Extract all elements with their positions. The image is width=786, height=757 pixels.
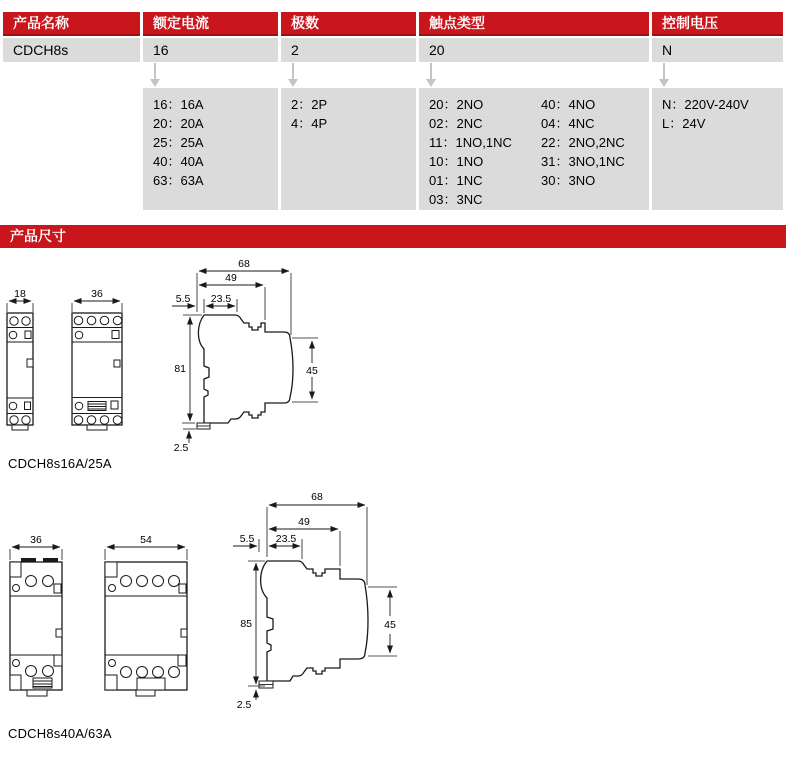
front-view-54mm [105, 534, 187, 696]
option-item: 63：63A [153, 173, 204, 188]
option-item: 02：2NC [429, 116, 483, 131]
dim-width-18: 18 [14, 288, 26, 300]
dim-width-36: 36 [91, 288, 103, 300]
options-contact-type [419, 88, 649, 210]
option-item: 30：3NO [541, 173, 596, 188]
section-header-product-dimensions [0, 225, 786, 248]
side-profile [261, 561, 368, 681]
options-poles [281, 88, 416, 210]
dim-offset-23-5: 23.5 [275, 533, 297, 545]
dim-foot-2-5: 2.5 [173, 442, 189, 454]
dim-depth-68: 68 [311, 491, 323, 503]
option-item: 03：3NC [429, 192, 483, 207]
header-contact-type: 触点类型 [419, 12, 649, 36]
din-tab [12, 425, 28, 430]
section-title: 产品尺寸 [10, 228, 66, 244]
option-item: 10：1NO [429, 154, 484, 169]
option-item: 16：16A [153, 97, 204, 112]
options-rated-current [143, 88, 278, 210]
dim-width-36: 36 [30, 534, 42, 546]
dim-offset-5-5: 5.5 [239, 533, 255, 545]
header-product-name: 产品名称 [3, 12, 140, 36]
front-view-2pole [7, 288, 33, 430]
option-item: 2：2P [291, 97, 328, 112]
option-item: 22：2NO,2NC [541, 135, 625, 150]
option-item: 11：1NO,1NC [429, 135, 512, 150]
dim-mid-45: 45 [384, 619, 396, 631]
option-item: 20：2NO [429, 97, 484, 112]
side-view [172, 258, 318, 454]
dim-depth-49: 49 [298, 516, 310, 528]
value-control-voltage: N [652, 38, 783, 62]
arrow-zone [281, 62, 416, 88]
option-item: 04：4NC [541, 116, 595, 131]
din-tab [27, 690, 47, 696]
options-control-voltage [652, 88, 783, 210]
dimension-drawing-16a-25a [0, 253, 400, 455]
option-item: 01：1NC [429, 173, 483, 188]
header-control-voltage: 控制电压 [652, 12, 783, 36]
din-tab [136, 690, 155, 696]
option-item: 4：4P [291, 116, 328, 131]
option-item: N：220V-240V [662, 97, 749, 112]
column-contact-type [419, 12, 649, 210]
drawing-label-16a-25a: CDCH8s16A/25A [8, 456, 112, 471]
value-contact-type: 20 [419, 38, 649, 62]
column-poles [281, 12, 416, 210]
header-poles: 极数 [281, 12, 416, 36]
down-arrow-icon [663, 63, 665, 79]
option-item: L：24V [662, 116, 706, 131]
column-rated-current [143, 12, 278, 210]
dim-offset-5-5: 5.5 [175, 293, 191, 305]
value-rated-current: 16 [143, 38, 278, 62]
down-arrow-icon [430, 63, 432, 79]
dim-depth-68: 68 [238, 258, 250, 270]
down-arrow-icon [154, 63, 156, 79]
dim-height-85: 85 [240, 618, 252, 630]
dim-mid-45: 45 [306, 365, 318, 377]
arrow-zone [652, 62, 783, 88]
option-item: 25：25A [153, 135, 204, 150]
dim-depth-49: 49 [225, 272, 237, 284]
column-product-name [3, 12, 140, 210]
din-tab [87, 425, 107, 430]
contact-options-left [429, 95, 541, 209]
option-item: 31：3NO,1NC [541, 154, 625, 169]
header-rated-current: 额定电流 [143, 12, 278, 36]
option-item: 40：4NO [541, 97, 596, 112]
column-control-voltage [652, 12, 783, 210]
contact-options-right [541, 95, 625, 209]
dim-offset-23-5: 23.5 [210, 293, 232, 305]
front-view-4pole [72, 288, 122, 430]
arrow-zone [143, 62, 278, 88]
side-view [233, 491, 397, 711]
dimension-drawing-40a-63a [0, 488, 420, 720]
model-selection-table [3, 12, 783, 210]
drawing-label-40a-63a: CDCH8s40A/63A [8, 726, 112, 741]
value-poles: 2 [281, 38, 416, 62]
value-product-name: CDCH8s [3, 38, 140, 62]
front-view-36mm [10, 534, 62, 696]
arrow-zone [419, 62, 649, 88]
contact-options-columns [429, 95, 645, 209]
option-item: 20：20A [153, 116, 204, 131]
down-arrow-icon [292, 63, 294, 79]
option-item: 40：40A [153, 154, 204, 169]
side-profile [198, 315, 293, 423]
dim-foot-2-5: 2.5 [236, 699, 252, 711]
arrow-zone-empty [3, 62, 140, 88]
dim-width-54: 54 [140, 534, 152, 546]
dim-height-81: 81 [174, 363, 186, 375]
